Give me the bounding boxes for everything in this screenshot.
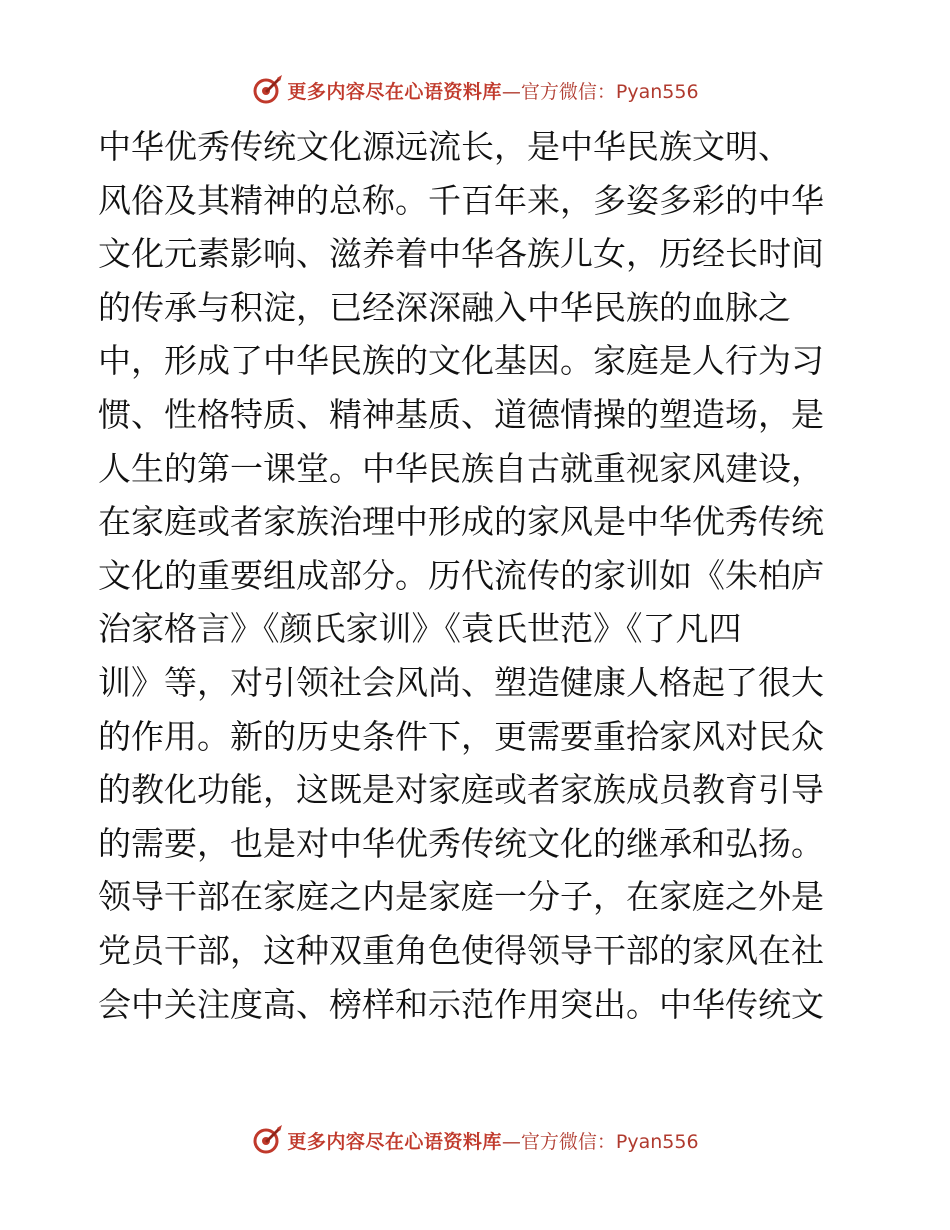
text-line: 的教化功能，这既是对家庭或者家族成员教育引导	[98, 770, 824, 810]
header-banner	[0, 70, 950, 110]
text-line: 的需要，也是对中华优秀传统文化的继承和弘扬。	[98, 823, 824, 863]
text-line: 风俗及其精神的总称。千百年来，多姿多彩的中华	[98, 180, 824, 220]
text-line: 的传承与积淀，已经深深融入中华民族的血脉之	[98, 287, 791, 327]
text-line: 文化元素影响、滋养着中华各族儿女，历经长时间	[98, 234, 824, 274]
quill-logo-icon	[251, 1124, 283, 1156]
footer-banner-contact: —官方微信：Pyan556	[501, 1130, 699, 1153]
text-line: 中华优秀传统文化源远流长，是中华民族文明、	[98, 127, 791, 166]
text-line: 人生的第一课堂。中华民族自古就重视家风建设，	[98, 448, 824, 488]
text-line: 会中关注度高、榜样和示范作用突出。中华传统文	[98, 984, 824, 1024]
header-banner-text: 更多内容尽在心语资料库	[287, 80, 502, 103]
footer-banner	[0, 1120, 950, 1160]
text-line: 训》等，对引领社会风尚、塑造健康人格起了很大	[98, 662, 824, 702]
text-line: 领导干部在家庭之内是家庭一分子，在家庭之外是	[98, 877, 824, 917]
text-line: 惯、性格特质、精神基质、道德情操的塑造场，是	[98, 394, 824, 434]
header-banner-contact: —官方微信：Pyan556	[501, 80, 699, 103]
text-line: 治家格言》《颜氏家训》《袁氏世范》《了凡四	[98, 609, 742, 649]
quill-logo-icon	[251, 74, 283, 106]
text-line: 的作用。新的历史条件下，更需要重拾家风对民众	[98, 716, 824, 756]
text-line: 党员干部，这种双重角色使得领导干部的家风在社	[98, 930, 824, 970]
body-paragraph	[98, 120, 858, 1031]
text-line: 文化的重要组成部分。历代流传的家训如《朱柏庐	[98, 555, 824, 595]
footer-banner-text: 更多内容尽在心语资料库	[287, 1130, 502, 1153]
text-line: 中，形成了中华民族的文化基因。家庭是人行为习	[98, 341, 824, 381]
text-line: 在家庭或者家族治理中形成的家风是中华优秀传统	[98, 502, 824, 542]
